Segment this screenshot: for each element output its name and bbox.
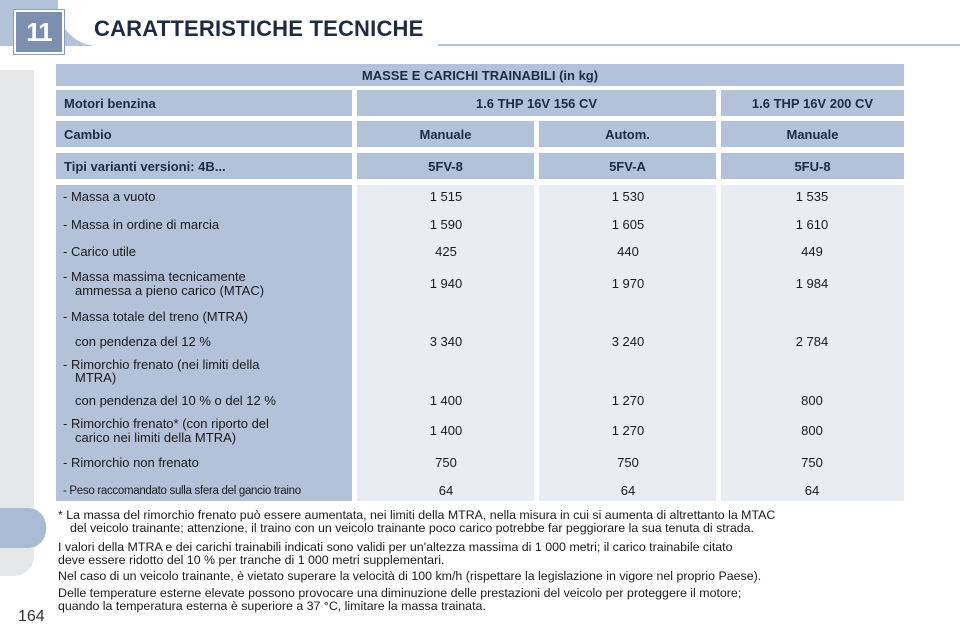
chapter-tab-marker — [0, 508, 46, 548]
cell-r9-c1: 64 — [438, 483, 454, 498]
variant-col1: 5FV-8 — [357, 153, 534, 179]
row-label-mtra-2: con pendenza del 12 % — [75, 334, 211, 349]
row-label-mtac-2: ammessa a pieno carico (MTAC) — [75, 283, 265, 298]
row-label-massa-vuoto: - Massa a vuoto — [63, 189, 156, 204]
row-label-rimorchio-frenato: - Rimorchio frenato (nei limiti della — [63, 357, 260, 372]
cell-r2-c3: 1 610 — [795, 217, 829, 232]
variant-col2: 5FV-A — [539, 153, 716, 179]
engine-156cv: 1.6 THP 16V 156 CV — [357, 90, 716, 116]
footnote-line2: del veicolo trainante; attenzione, il traino con un veicolo trainante poco carico potrebbe far peggiorare la sua tenuta di strada. — [70, 521, 754, 535]
engine-label: Motori benzina — [56, 90, 352, 116]
cell-r5-c1: 3 340 — [429, 334, 463, 349]
cell-r5-c3: 2 784 — [795, 334, 829, 349]
row-label-mtac: - Massa massima tecnicamente — [63, 269, 246, 284]
gearbox-col3: Manuale — [721, 121, 904, 147]
cell-r1-c2: 1 530 — [611, 189, 645, 204]
table-title: MASSE E CARICHI TRAINABILI (in kg) — [56, 64, 904, 86]
cell-r9-c3: 64 — [804, 483, 820, 498]
cell-r3-c1: 425 — [435, 244, 457, 259]
variants-label: Tipi varianti versioni: 4B... — [56, 153, 352, 179]
gearbox-label: Cambio — [56, 121, 352, 147]
cell-r2-c1: 1 590 — [429, 217, 463, 232]
row-label-rimorchio-frenato-3: con pendenza del 10 % o del 12 % — [75, 393, 276, 408]
engine-200cv: 1.6 THP 16V 200 CV — [721, 90, 904, 116]
cell-r1-c1: 1 515 — [429, 189, 463, 204]
note-altitude — [58, 541, 906, 567]
note-temperature-line1: Delle temperature esterne elevate possono provocare una diminuzione delle prestazioni del veicolo per proteggere il motore; — [58, 586, 742, 600]
note-altitude-line2: deve essere ridotto del 10 % per tranche di 1 000 metri supplementari. — [58, 553, 445, 567]
row-label-rimorchio-riporto-2: carico nei limiti della MTRA) — [75, 430, 237, 445]
row-label-peso-sfera: - Peso raccomandato sulla sfera del gancio traino — [63, 485, 301, 497]
cell-r4-c2: 1 970 — [611, 276, 645, 291]
cell-r5-c2: 3 240 — [611, 334, 645, 349]
cell-r7-c1: 1 400 — [429, 423, 463, 438]
cell-r8-c1: 750 — [435, 455, 457, 470]
variant-col3: 5FU-8 — [721, 153, 904, 179]
cell-r4-c3: 1 984 — [795, 276, 829, 291]
cell-r8-c2: 750 — [617, 455, 639, 470]
cell-r1-c3: 1 535 — [795, 189, 829, 204]
note-speed: Nel caso di un veicolo trainante, è vietato superare la velocità di 100 km/h (rispettare la legislazione in vigore nel proprio Paese). — [58, 569, 762, 583]
page-number: 164 — [18, 608, 45, 625]
row-label-carico-utile: - Carico utile — [63, 244, 136, 259]
row-label-mtra: - Massa totale del treno (MTRA) — [63, 309, 248, 324]
note-temperature-line2: quando la temperatura esterna è superiore a 37 °C, limitare la massa trainata. — [58, 599, 486, 613]
cell-r4-c1: 1 940 — [429, 276, 463, 291]
note-temperature — [58, 587, 906, 613]
cell-r3-c3: 449 — [801, 244, 823, 259]
cell-r3-c2: 440 — [617, 244, 639, 259]
left-margin-rail — [0, 70, 34, 576]
cell-r8-c3: 750 — [801, 455, 823, 470]
cell-r9-c2: 64 — [620, 483, 636, 498]
row-label-ordine-marcia: - Massa in ordine di marcia — [63, 217, 220, 232]
gearbox-col1: Manuale — [357, 121, 534, 147]
page-title: CARATTERISTICHE TECNICHE — [94, 16, 424, 41]
cell-r2-c2: 1 605 — [611, 217, 645, 232]
note-altitude-line1: I valori della MTRA e dei carichi trainabili indicati sono validi per un'altezza massima di 1 000 metri; il carico trainabile citato — [58, 540, 733, 554]
chapter-badge: 11 — [14, 10, 64, 54]
cell-r7-c2: 1 270 — [611, 423, 645, 438]
row-label-rimorchio-frenato-2: MTRA) — [75, 370, 117, 385]
gearbox-col2: Autom. — [539, 121, 716, 147]
cell-r6-c2: 1 270 — [611, 393, 645, 408]
footnote — [58, 509, 906, 535]
cell-r7-c3: 800 — [801, 423, 823, 438]
row-label-rimorchio-riporto: - Rimorchio frenato* (con riporto del — [63, 416, 269, 431]
row-label-non-frenato: - Rimorchio non frenato — [63, 455, 199, 470]
cell-r6-c1: 1 400 — [429, 393, 463, 408]
footnote-line1: * La massa del rimorchio frenato può essere aumentata, nei limiti della MTRA, nella misura in cui si aumenta di altrettanto la MTAC — [58, 508, 776, 522]
cell-r6-c3: 800 — [801, 393, 823, 408]
